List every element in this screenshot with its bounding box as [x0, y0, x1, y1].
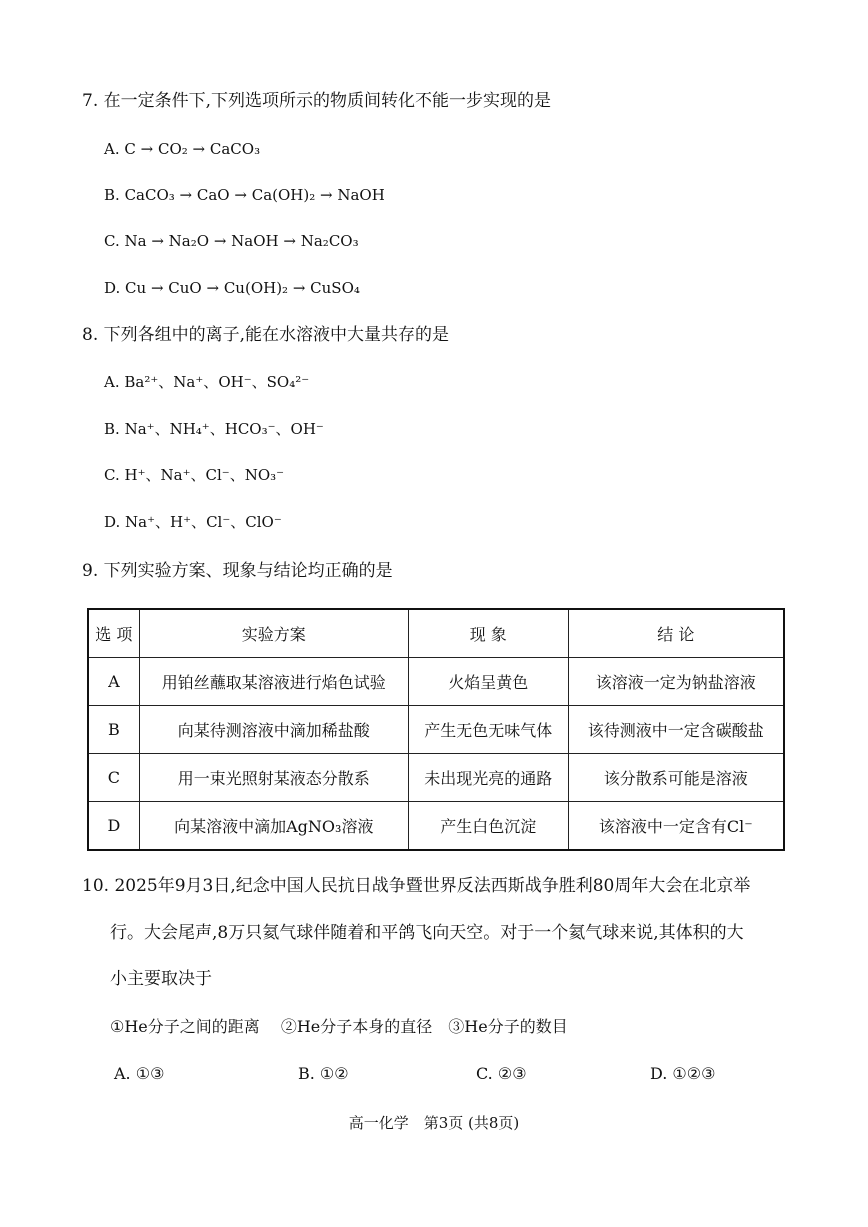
header-option: 选 项	[88, 609, 139, 658]
table-row	[88, 754, 784, 802]
ion: Na⁺	[125, 513, 156, 531]
option-label: A.	[104, 373, 125, 391]
chemical-formula: CO₂	[157, 140, 188, 158]
separator: 、	[251, 373, 267, 391]
q10-option-d: D. ①②③	[650, 1064, 716, 1083]
cell-option: A	[88, 658, 139, 706]
ion: HCO₃⁻	[224, 420, 276, 438]
cell-plan: 向某溶液中滴加AgNO₃溶液	[139, 802, 408, 851]
ion: OH⁻	[218, 373, 252, 391]
q8-option-d	[104, 511, 282, 533]
q10-line-1: 10. 2025年9月3日,纪念中国人民抗日战争暨世界反法西斯战争胜利80周年大会在北京举	[82, 876, 751, 896]
arrow-icon: →	[278, 232, 301, 250]
separator: 、	[230, 513, 246, 531]
q8-option-c	[104, 464, 284, 486]
q10-option-a: A. ①③	[114, 1064, 165, 1083]
ion: OH⁻	[290, 420, 324, 438]
arrow-icon: →	[187, 140, 210, 158]
chemical-formula: CuSO₄	[310, 279, 360, 297]
ion: Na⁺	[124, 420, 155, 438]
separator: 、	[155, 513, 171, 531]
q10-line-3: 小主要取决于	[110, 969, 212, 989]
page-footer: 高一化学 第3页 (共8页)	[348, 1114, 520, 1132]
q8-option-b	[104, 418, 324, 440]
chemical-formula: Ca(OH)₂	[251, 186, 316, 204]
option-label: C.	[104, 232, 125, 250]
q7-option-c	[104, 230, 359, 252]
cell-phenomenon: 产生白色沉淀	[408, 802, 568, 851]
chemical-formula: Na₂CO₃	[300, 232, 359, 250]
ion: NH₄⁺	[169, 420, 210, 438]
chemical-formula: CaCO₃	[124, 186, 175, 204]
chemical-formula: CaCO₃	[209, 140, 261, 158]
chemical-formula: C	[124, 140, 136, 158]
option-label: B.	[104, 186, 125, 204]
chemical-formula: CaO	[196, 186, 230, 204]
chemical-formula: NaOH	[231, 232, 279, 250]
option-label: B.	[104, 420, 125, 438]
q7-option-b	[104, 184, 385, 206]
arrow-icon: →	[288, 279, 311, 297]
cell-option: C	[88, 754, 139, 802]
arrow-icon: →	[209, 232, 232, 250]
chemical-formula: NaOH	[337, 186, 385, 204]
cell-plan: 用一束光照射某液态分散系	[139, 754, 408, 802]
chemical-formula: Cu(OH)₂	[223, 279, 289, 297]
separator: 、	[158, 373, 174, 391]
table-header-row	[88, 609, 784, 658]
table-row	[88, 706, 784, 754]
q9-stem: 9. 下列实验方案、现象与结论均正确的是	[82, 561, 393, 581]
ion: Na⁺	[173, 373, 204, 391]
q10-line-2: 行。大会尾声,8万只氦气球伴随着和平鸽飞向天空。对于一个氦气球来说,其体积的大	[110, 923, 744, 943]
table-row	[88, 802, 784, 851]
ion: Cl⁻	[205, 466, 230, 484]
q7-option-a	[104, 138, 260, 160]
q7-option-d	[104, 277, 360, 299]
arrow-icon: →	[174, 186, 197, 204]
cell-phenomenon: 产生无色无味气体	[408, 706, 568, 754]
q8-option-a	[104, 371, 309, 393]
chemical-formula: Na₂O	[168, 232, 210, 250]
q8-stem: 8. 下列各组中的离子,能在水溶液中大量共存的是	[82, 325, 450, 345]
chemical-formula: Cu	[125, 279, 147, 297]
cell-option: B	[88, 706, 139, 754]
option-label: D.	[104, 279, 126, 297]
q10-option-c: C. ②③	[476, 1064, 527, 1083]
ion: Na⁺	[160, 466, 191, 484]
option-label: C.	[104, 466, 125, 484]
ion: SO₄²⁻	[266, 373, 310, 391]
q7-stem: 7. 在一定条件下,下列选项所示的物质间转化不能一步实现的是	[82, 91, 552, 111]
separator: 、	[191, 513, 207, 531]
arrow-icon: →	[201, 279, 224, 297]
header-phenomenon: 现 象	[408, 609, 568, 658]
arrow-icon: →	[229, 186, 252, 204]
chemical-formula: Na	[124, 232, 147, 250]
ion: ClO⁻	[245, 513, 282, 531]
experiment-table	[87, 608, 785, 851]
separator: 、	[154, 420, 170, 438]
separator: 、	[209, 420, 225, 438]
arrow-icon: →	[315, 186, 338, 204]
separator: 、	[229, 466, 245, 484]
cell-plan: 向某待测溶液中滴加稀盐酸	[139, 706, 408, 754]
cell-conclusion: 该溶液中一定含有Cl⁻	[568, 802, 784, 851]
header-plan: 实验方案	[139, 609, 408, 658]
separator: 、	[275, 420, 291, 438]
arrow-icon: →	[135, 140, 158, 158]
separator: 、	[145, 466, 161, 484]
cell-conclusion: 该溶液一定为钠盐溶液	[568, 658, 784, 706]
arrow-icon: →	[146, 279, 169, 297]
arrow-icon: →	[146, 232, 169, 250]
ion: H⁺	[124, 466, 146, 484]
separator: 、	[190, 466, 206, 484]
cell-phenomenon: 未出现光亮的通路	[408, 754, 568, 802]
table-row	[88, 658, 784, 706]
cell-phenomenon: 火焰呈黄色	[408, 658, 568, 706]
chemical-formula: CuO	[168, 279, 202, 297]
ion: Cl⁻	[206, 513, 231, 531]
cell-option: D	[88, 802, 139, 851]
cell-plan: 用铂丝蘸取某溶液进行焰色试验	[139, 658, 408, 706]
cell-conclusion: 该待测液中一定含碳酸盐	[568, 706, 784, 754]
q10-option-b: B. ①②	[298, 1064, 349, 1083]
ion: Ba²⁺	[124, 373, 159, 391]
header-conclusion: 结 论	[568, 609, 784, 658]
ion: NO₃⁻	[244, 466, 285, 484]
ion: H⁺	[170, 513, 192, 531]
option-label: A.	[104, 140, 125, 158]
separator: 、	[203, 373, 219, 391]
cell-conclusion: 该分散系可能是溶液	[568, 754, 784, 802]
option-label: D.	[104, 513, 126, 531]
q10-statements: ①He分子之间的距离 ②He分子本身的直径 ③He分子的数目	[110, 1017, 568, 1036]
